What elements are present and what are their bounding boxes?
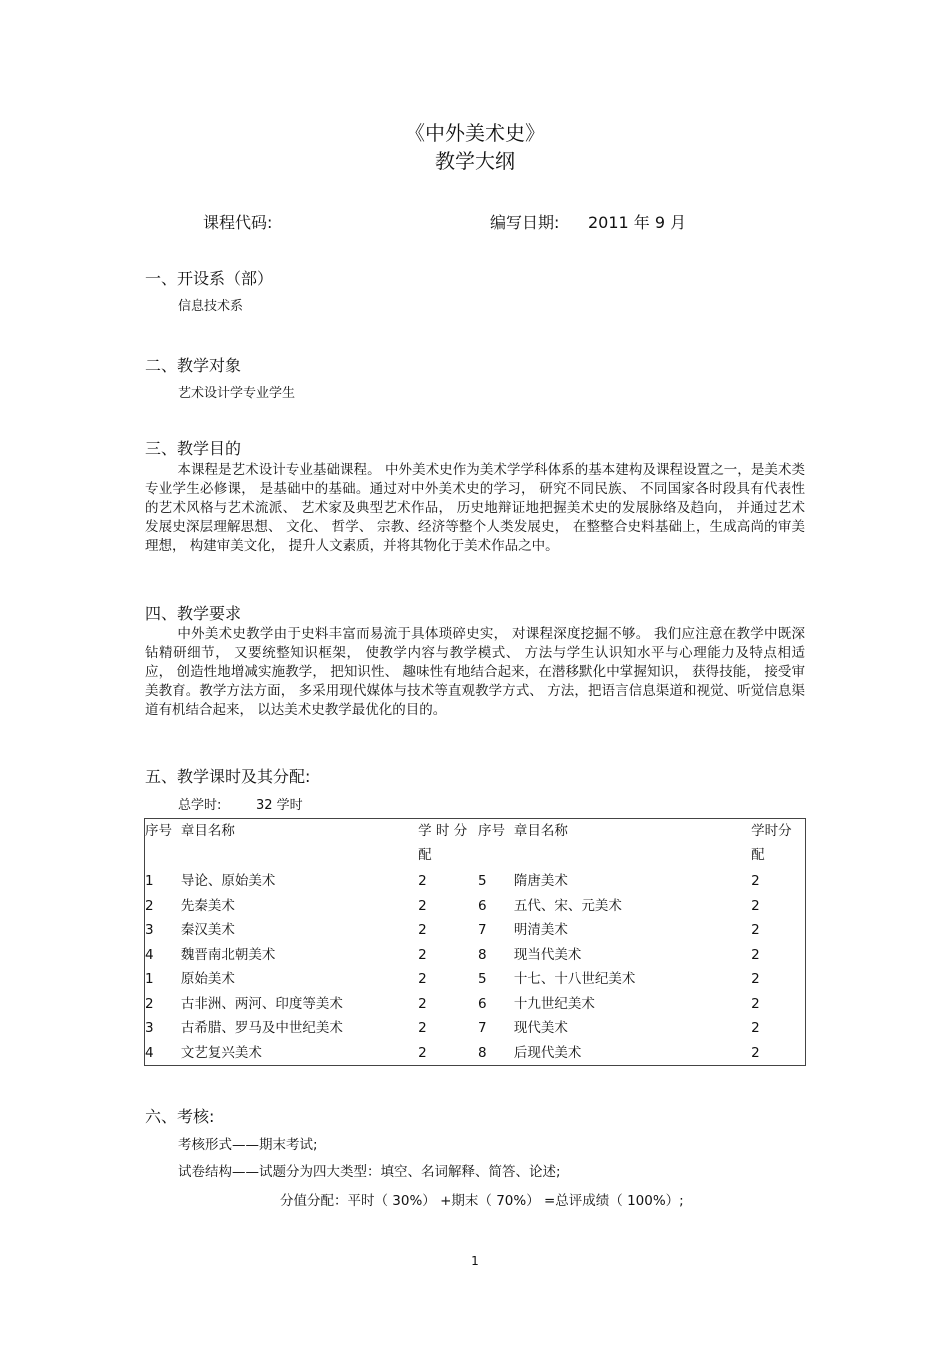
- hours-cell: 2: [418, 1020, 427, 1036]
- chapter-name-cell: 魏晋南北朝美术: [180, 946, 276, 963]
- row-index-cell: 2: [145, 897, 154, 914]
- section-1-heading: 一、开设系（部）: [145, 269, 274, 288]
- score-distribution: 分值分配：平时（ 30%） +期末（ 70%） =总评成绩（ 100%）;: [280, 1193, 684, 1209]
- total-hours-value: 32 学时: [256, 798, 303, 813]
- section-5-heading: 五、教学课时及其分配:: [145, 767, 311, 786]
- chapter-name-cell: 原始美术: [180, 971, 235, 987]
- table-row: [145, 1041, 806, 1066]
- chapter-name-cell: 现代美术: [513, 1020, 568, 1036]
- header-cell: 序号: [477, 823, 505, 839]
- exam-format: 考核形式——期末考试;: [178, 1137, 318, 1153]
- header-cell: 学 时 分配: [418, 823, 468, 863]
- row-index-cell: 6: [477, 897, 487, 914]
- row-index-cell: 8: [477, 946, 487, 963]
- section-2-heading: 二、教学对象: [145, 356, 242, 375]
- hours-cell: 2: [418, 1044, 427, 1061]
- chapter-name-cell: 五代、宋、元美术: [513, 897, 622, 914]
- hours-cell: 2: [418, 873, 427, 889]
- table-row: [145, 1016, 806, 1041]
- date-value: 2011 年 9 月: [588, 213, 687, 232]
- chapter-name-cell: 现当代美术: [513, 946, 582, 963]
- header-cell: 学时分配: [751, 823, 792, 863]
- hours-cell: 2: [751, 922, 760, 938]
- header-cell: 章目名称: [180, 823, 235, 839]
- hours-cell: 2: [751, 946, 760, 963]
- row-index-cell: 3: [145, 922, 154, 938]
- table-body: [145, 869, 806, 1066]
- chapter-name-cell: 明清美术: [513, 922, 568, 938]
- hours-cell: 2: [418, 971, 427, 987]
- section-3-heading: 三、教学目的: [145, 439, 242, 458]
- date-label: 编写日期:: [490, 213, 560, 232]
- table-row: [145, 869, 806, 894]
- table-row: [145, 992, 806, 1017]
- chapter-name-cell: 十九世纪美术: [513, 995, 595, 1012]
- exam-structure: 试卷结构——试题分为四大类型：填空、名词解释、简答、论述;: [178, 1164, 561, 1180]
- hours-cell: 2: [418, 897, 427, 914]
- row-index-cell: 6: [477, 995, 487, 1012]
- row-index-cell: 1: [145, 971, 154, 987]
- page-number: 1: [471, 1254, 479, 1268]
- hours-cell: 2: [751, 995, 760, 1012]
- section-2-body: 艺术设计学专业学生: [178, 386, 296, 401]
- hours-table: [144, 818, 806, 1066]
- row-index-cell: 7: [477, 922, 487, 938]
- row-index-cell: 5: [477, 873, 487, 889]
- document-title: 《中外美术史》: [405, 121, 545, 145]
- chapter-name-cell: 秦汉美术: [180, 922, 235, 938]
- section-3-body: [145, 461, 805, 556]
- hours-cell: 2: [751, 1020, 760, 1036]
- total-hours-label: 总学时:: [178, 798, 222, 813]
- table-row: [145, 918, 806, 943]
- section-1-body: 信息技术系: [178, 299, 244, 314]
- chapter-name-cell: 后现代美术: [513, 1044, 582, 1061]
- hours-cell: 2: [751, 1044, 760, 1061]
- hours-cell: 2: [751, 971, 760, 987]
- table-row: [145, 943, 806, 968]
- row-index-cell: 4: [145, 946, 154, 963]
- chapter-name-cell: 古非洲、两河、印度等美术: [180, 995, 343, 1012]
- row-index-cell: 8: [477, 1044, 487, 1061]
- chapter-name-cell: 先秦美术: [180, 897, 235, 914]
- row-index-cell: 3: [145, 1020, 154, 1036]
- row-index-cell: 2: [145, 995, 154, 1012]
- hours-cell: 2: [751, 873, 760, 889]
- document-subtitle: 教学大纲: [435, 149, 515, 173]
- header-cell: 序号: [145, 823, 172, 839]
- section-4-body: [145, 625, 805, 720]
- hours-cell: 2: [418, 995, 427, 1012]
- row-index-cell: 4: [145, 1044, 154, 1061]
- chapter-name-cell: 十七、十八世纪美术: [513, 971, 636, 987]
- row-index-cell: 5: [477, 971, 487, 987]
- course-code-label: 课程代码:: [203, 213, 273, 232]
- header-cell: 章目名称: [513, 823, 568, 839]
- row-index-cell: 7: [477, 1020, 487, 1036]
- section-6-heading: 六、考核:: [145, 1107, 215, 1126]
- table-row: [145, 894, 806, 919]
- row-index-cell: 1: [145, 873, 154, 889]
- hours-cell: 2: [418, 922, 427, 938]
- table-header-row: [145, 819, 806, 870]
- section-3-paragraph: 本课程是艺术设计专业基础课程。 中外美术史作为美术学学科体系的基本建构及课程设置之一，是美术类专业学生必修课， 是基础中的基础。通过对中外美术史的学习， 研究不同民族、 不同国家各时段具有代表性的艺术风格与艺术流派、 艺术家及典型艺术作品， 历史地辩证地把握美术史的发展脉络及趋向， 并通过艺术发展史深层理解思想、 文化、 哲学、 宗教、经济等整个人类发展史， 在整整合史料基础上，生成高尚的审美理想， 构建审美文化， 提升人文素质，并将其物化于美术作品之中。: [145, 462, 805, 554]
- hours-cell: 2: [418, 946, 427, 963]
- hours-cell: 2: [751, 897, 760, 914]
- chapter-name-cell: 隋唐美术: [513, 873, 568, 889]
- section-4-paragraph: 中外美术史教学由于史料丰富而易流于具体琐碎史实， 对课程深度挖掘不够。 我们应注意在教学中既深钻精研细节， 又要统整知识框架， 使教学内容与教学模式、 方法与学生认识知水平与心理能力及特点相适应， 创造性地增减实施教学， 把知识性、 趣味性有地结合起来，在潜移默化中掌握知识， 获得技能， 接受审美教育。教学方法方面， 多采用现代媒体与技术等直观教学方式、 方法，把语言信息渠道和视觉、听觉信息渠道有机结合起来， 以达美术史教学最优化的目的。: [145, 626, 805, 718]
- table-row: [145, 967, 806, 992]
- chapter-name-cell: 导论、原始美术: [180, 873, 276, 889]
- section-4-heading: 四、教学要求: [145, 604, 242, 623]
- chapter-name-cell: 古希腊、罗马及中世纪美术: [180, 1020, 343, 1036]
- chapter-name-cell: 文艺复兴美术: [180, 1044, 262, 1061]
